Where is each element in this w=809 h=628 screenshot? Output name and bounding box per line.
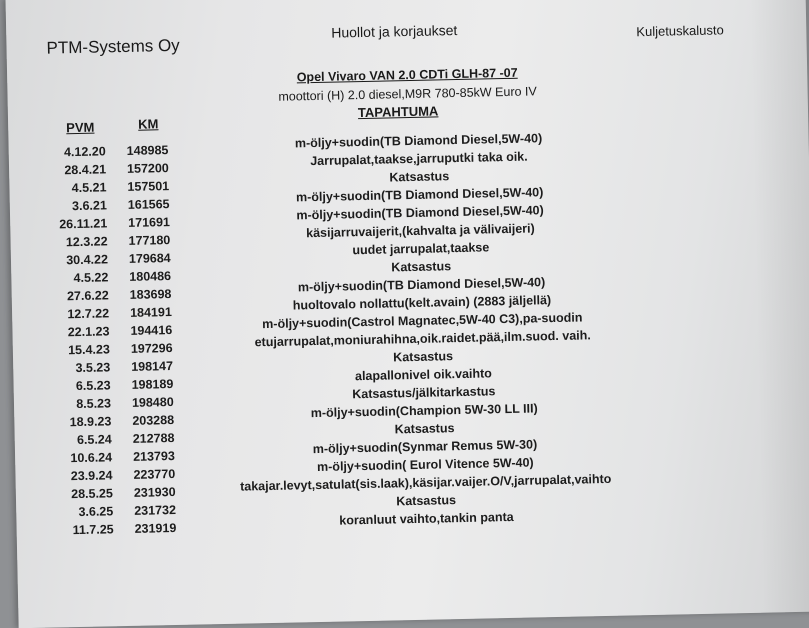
paper-sheet [5,0,809,628]
row-km: 184191 [129,305,172,320]
row-date: 22.1.23 [67,324,110,340]
row-event: Katsastus/jälkitarkastus [352,384,496,402]
row-date: 12.7.22 [67,306,110,322]
row-date: 10.6.24 [70,450,113,466]
row-km: 148985 [126,143,169,158]
row-km: 231919 [134,520,177,536]
row-date: 4.5.22 [73,270,109,286]
row-event: m-öljy+suodin(Castrol Magnatec,5W-40 C3),pa-suodin [262,310,583,332]
row-km: 212788 [132,431,175,446]
vehicle-model: Opel Vivaro VAN 2.0 CDTi GLH-87 -07 [296,65,518,85]
row-event: m-öljy+suodin(Synmar Remus 5W-30) [312,437,538,457]
row-date: 26.11.21 [59,216,108,232]
row-event: m-öljy+suodin(Champion 5W-30 LL III) [310,401,538,421]
row-event: uudet jarrupalat,taakse [352,240,490,258]
company-name: PTM-Systems Oy [46,35,180,58]
row-event: koranluut vaihto,tankin panta [339,509,514,528]
row-event: m-öljy+suodin(TB Diamond Diesel,5W-40) [294,131,543,151]
row-date: 28.4.21 [64,162,107,178]
row-date: 4.12.20 [63,144,106,160]
row-km: 223770 [133,466,176,482]
row-date: 27.6.22 [66,288,109,304]
row-date: 30.4.22 [66,252,109,268]
row-date: 15.4.23 [68,342,111,358]
row-event: Katsastus [389,169,450,185]
row-event: huoltovalo nollattu(kelt.avain) (2883 jäljellä) [292,293,552,313]
row-km: 231930 [133,484,176,500]
document-title: Huollot ja korjaukset [331,21,458,41]
row-event: m-öljy+suodin(TB Diamond Diesel,5W-40) [296,203,544,223]
row-date: 3.6.21 [71,198,107,214]
service-log [49,133,657,541]
column-header-date: PVM [66,119,95,136]
row-km: 203288 [132,413,175,428]
row-event: etujarrupalat,moniurahihna,oik.raidet.pää,ilm.suod. vaih. [254,328,591,350]
row-km: 183698 [129,287,172,302]
row-km: 180486 [129,269,172,284]
row-km: 157501 [127,179,170,194]
row-km: 231732 [134,502,177,518]
paper-shadow [749,0,809,613]
row-km: 177180 [128,233,171,248]
row-date: 6.5.23 [75,378,111,394]
row-km: 171691 [128,215,171,230]
row-km: 198189 [131,377,174,392]
row-km: 213793 [132,449,175,464]
row-event: Katsastus [396,493,457,509]
row-event: takajar.levyt,satulat(sis.laak),käsijar.vaijer.O/V,jarrupalat,vaihto [239,471,612,494]
row-date: 8.5.23 [76,396,112,412]
row-date: 11.7.25 [72,522,114,538]
row-event: m-öljy+suodin(TB Diamond Diesel,5W-40) [295,185,544,205]
row-km: 157200 [126,161,169,176]
row-event: Katsastus [394,421,455,437]
row-event: m-öljy+suodin(TB Diamond Diesel,5W-40) [297,275,546,295]
row-event: alapallonivel oik.vaihto [354,366,493,384]
row-km: 161565 [127,197,170,212]
row-km: 194416 [130,323,173,338]
row-date: 6.5.24 [76,432,112,448]
row-event: m-öljy+suodin( Eurol Vitence 5W-40) [316,455,534,475]
row-date: 4.5.21 [71,180,107,196]
row-date: 23.9.24 [70,468,113,484]
row-date: 3.5.23 [75,360,111,376]
row-date: 18.9.23 [69,414,112,430]
row-km: 179684 [128,251,171,266]
row-event: Jarrupalat,taakse,jarruputki taka oik. [310,149,528,169]
vehicle-engine: moottori (H) 2.0 diesel,M9R 780-85kW Euro IV [278,84,537,104]
row-event: Katsastus [391,259,452,275]
row-event: käsijarruvaijerit,(kahvalta ja välivaijeri) [306,221,535,241]
row-date: 28.5.25 [71,486,114,502]
row-event: Katsastus [393,349,454,365]
column-header-km: KM [137,116,159,132]
row-date: 3.6.25 [78,504,114,520]
column-header-event: TAPAHTUMA [357,103,439,121]
row-km: 198480 [131,395,174,410]
row-date: 12.3.22 [65,234,108,250]
row-km: 198147 [131,359,174,374]
row-km: 197296 [130,341,173,356]
category-label: Kuljetuskalusto [636,22,724,40]
